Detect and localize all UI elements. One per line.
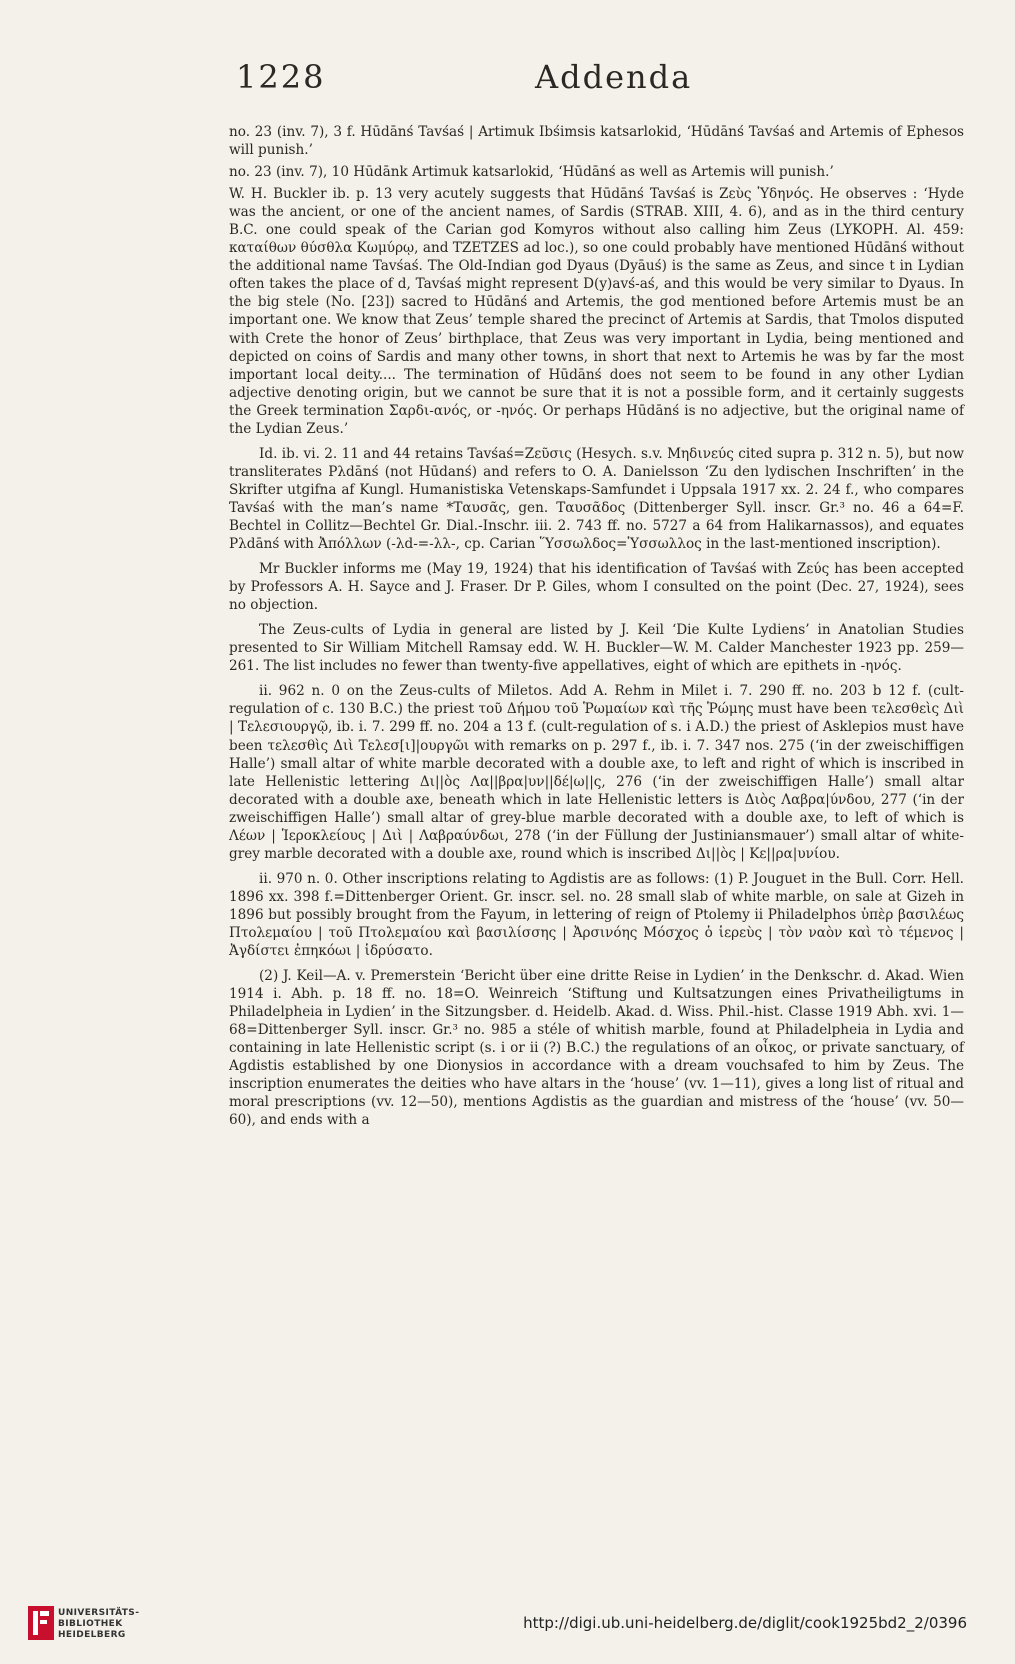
page-number: 1228: [236, 58, 326, 96]
paragraph-buckler-informs: Mr Buckler informs me (May 19, 1924) that his identification of Tavśaś with Ζεύς has been accepted by Professors A. H. Sayce and J. Fraser. Dr P. Giles, whom I consulted on the point (Dec. 27, 1924), sees no objection.: [229, 561, 964, 614]
library-name-line-1: UNIVERSITÄTS-: [58, 1608, 140, 1618]
paragraph-entry-2: no. 23 (inv. 7), 10 Hūdānk Artimuk katsarlokid, ‘Hūdānś as well as Artemis will punish.’: [229, 164, 834, 181]
library-name-line-2: BIBLIOTHEK: [58, 1619, 123, 1629]
paragraph-agdistis-1: ii. 970 n. 0. Other inscriptions relating to Agdistis are as follows: (1) P. Jouguet in the Bull. Corr. Hell. 1896 xx. 398 f.=Dittenberger Orient. Gr. inscr. sel. no. 28 small slab of white marble, on sale at Gizeh in 1896 but possibly brought from the Fayum, in lettering of reign of Ptolemy ii Philadelphos ὑπὲρ βασιλέως Πτολεμαίου | τοῦ Πτολεμαίου καὶ βασιλίσσης | Ἀρσινόης Μόσχος ὁ ἱερεὺς | τὸν ναὸν καὶ τὸ τέμενος | Ἀγδίστει ἐπηκόωι | ἱδρύσατο.: [229, 870, 964, 960]
paragraph-zeus-cults: The Zeus-cults of Lydia in general are listed by J. Keil ‘Die Kulte Lydiens’ in Anatolian Studies presented to Sir William Mitchell Ramsay edd. W. H. Buckler—W. M. Calder Manchester 1923 pp. 259—261. The list includes no fewer than twenty-five appellatives, eight of which are epithets in -ηνός.: [229, 622, 964, 675]
page-title: Addenda: [535, 58, 693, 96]
document-body: [229, 123, 964, 1129]
paragraph-danielsson: Id. ib. vi. 2. 11 and 44 retains Tavśaś=Ζεῦσις (Hesych. s.v. Μηδινεύς cited supra p. 312 n. 5), but now transliterates Pλdānś (not Hūdanś) and refers to O. A. Danielsson ‘Zu den lydischen Inschriften’ in the Skrifter utgifna af Kungl. Humanistiska Vetenskaps-Samfundet i Uppsala 1917 xx. 2. 24 f., who compares Tavśaś with the man’s name *Ταυσᾶς, gen. Ταυσᾶδος (Dittenberger Syll. inscr. Gr.³ no. 46 a 64=F. Bechtel in Collitz—Bechtel Gr. Dial.-Inschr. iii. 2. 743 ff. no. 5727 a 64 from Halikarnassos), and equates Pλdānś with Ἀπόλλων (-λd-=-λλ-, cp. Carian Ὕσσωλδος=Ὑσσωλλος in the last-mentioned inscription).: [229, 445, 964, 553]
paragraph-entry-1: no. 23 (inv. 7), 3 f. Hūdānś Tavśaś | Artimuk Ibśimsis katsarlokid, ‘Hūdānś Tavśaś and Artemis of Ephesos will punish.’: [229, 124, 964, 159]
library-logo-icon: [28, 1606, 54, 1644]
paragraph-buckler: W. H. Buckler ib. p. 13 very acutely suggests that Hūdānś Tavśaś is Ζεὺς Ὑδηνός. He observes : ‘Hyde was the ancient, or one of the ancient names, of Sardis (STRAB. XIII, 4. 6), and as in the third century B.C. one could speak of the Carian god Komyros without also calling him Zeus (LYKOPH. Al. 459: καταίθων θύσθλα Κωμύρῳ, and TZETZES ad loc.), so one could probably have mentioned Hūdānś without the additional name Tavśaś. The Old-Indian god Dyaus (Dyāuś) is the same as Zeus, and since t in Lydian often takes the place of d, Tavśaś might represent D(y)avś-aś, and this would be very similar to Dyaus. In the big stele (No. [23]) sacred to Hūdānś and Artemis, the god mentioned before Artemis must be an important one. We know that Zeus’ temple shared the precinct of Artemis at Sardis, that Tmolos disputed with Crete the honor of Zeus’ birthplace, that Zeus was very important in Lydia, being mentioned and depicted on coins of Sardis and many other towns, in short that next to Artemis he was by far the most important local deity.... The termination of Hūdānś does not seem to be found in any other Lydian adjective denoting origin, but we cannot be sure that it is not a possible form, and it certainly suggests the Greek termination Σαρδι-ανός, or -ηνός. Or perhaps Hūdānś is no adjective, but the original name of the Lydian Zeus.’: [229, 186, 964, 437]
paragraph-miletos: ii. 962 n. 0 on the Zeus-cults of Miletos. Add A. Rehm in Milet i. 7. 290 ff. no. 203 b 12 f. (cult-regulation of c. 130 B.C.) the priest τοῦ Δήμου τοῦ Ῥωμαίων καὶ τῆς Ῥώμης must have been τελεσθεὶς Διὶ | Τελεσιουργῷ, ib. i. 7. 299 ff. no. 204 a 13 f. (cult-regulation of s. i A.D.) the priest of Asklepios must have been τελεσθὶς Διὶ Τελεσ[ι]|ουργῶι with remarks on p. 297 f., ib. i. 7. 347 nos. 275 (‘in der zweischiffigen Halle’) small altar of white marble decorated with a double axe, to left and right of which is inscribed in late Hellenistic lettering Δι||ὸς Λα||βρα|υν||δέ|ω||ς, 276 (‘in der zweischiffigen Halle’) small altar decorated with a double axe, beneath which in late Hellenistic letters is Διὸς Λαβρα|ύνδου, 277 (‘in der zweischiffigen Halle’) small altar of grey-blue marble decorated with a double axe, to left of which is Λέων | Ἱεροκλείους | Διὶ | Λαβραύνδωι, 278 (‘in der Füllung der Justiniansmauer’) small altar of white-grey marble decorated with a double axe, round which is inscribed Δι||ὸς | Κε||ρα|υνίου.: [229, 683, 964, 862]
library-name: [58, 1608, 139, 1641]
library-name-line-3: HEIDELBERG: [58, 1630, 126, 1640]
source-url-link[interactable]: http://digi.ub.uni-heidelberg.de/diglit/cook1925bd2_2/0396: [523, 1614, 967, 1632]
paragraph-agdistis-2: (2) J. Keil—A. v. Premerstein ‘Bericht über eine dritte Reise in Lydien’ in the Denkschr. d. Akad. Wien 1914 i. Abh. p. 18 ff. no. 18=O. Weinreich ‘Stiftung und Kultsatzungen eines Privatheiligtums in Philadelpheia in Lydien’ in the Sitzungsber. d. Heidelb. Akad. d. Wiss. Phil.-hist. Classe 1919 Abh. xvi. 1—68=Dittenberger Syll. inscr. Gr.³ no. 985 a stéle of whitish marble, found at Philadelpheia in Lydia and containing in late Hellenistic script (s. i or ii (?) B.C.) the regulations of an οἶκος, or private sanctuary, of Agdistis established by one Dionysios in accordance with a dream vouchsafed to him by Zeus. The inscription enumerates the deities who have altars in the ‘house’ (vv. 1—11), gives a long list of ritual and moral prescriptions (vv. 12—50), mentions Agdistis as the guardian and mistress of the ‘house’ (vv. 50—60), and ends with a: [229, 968, 964, 1129]
